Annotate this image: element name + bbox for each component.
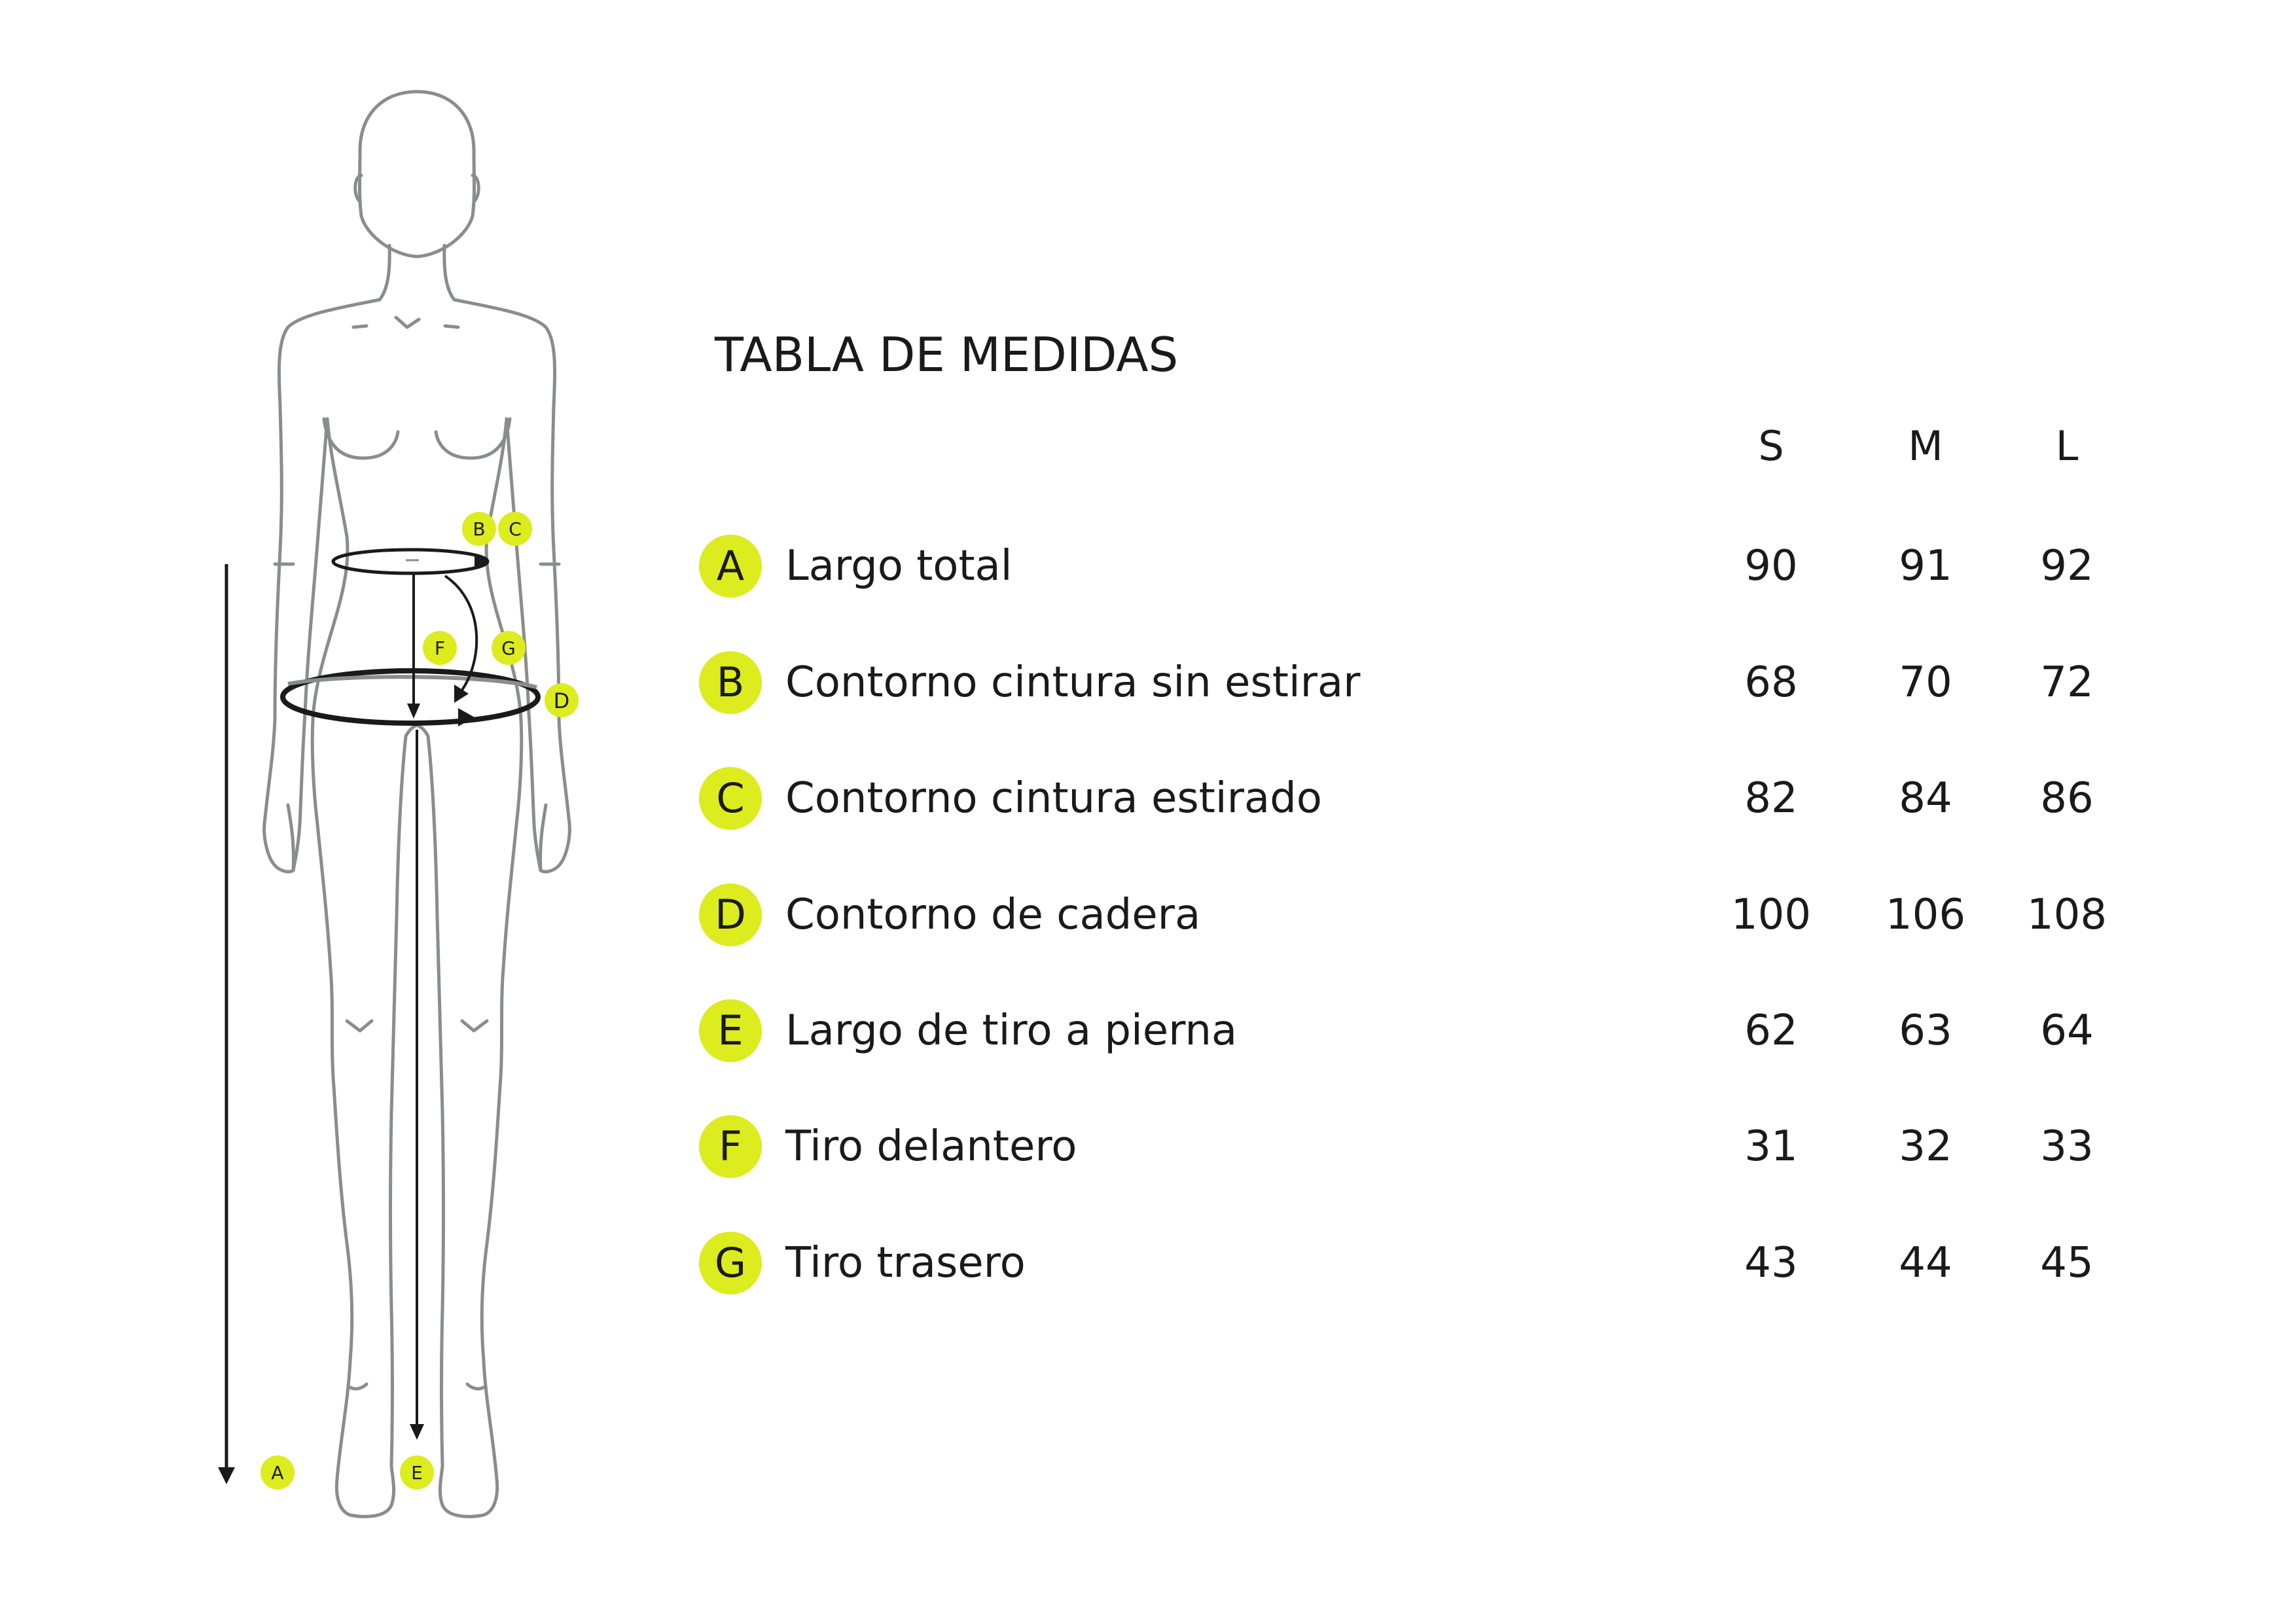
row-badge: D	[699, 883, 762, 946]
row-label: Largo total	[785, 542, 1013, 590]
value-s: 43	[1744, 1239, 1798, 1287]
row-badge: F	[699, 1115, 762, 1178]
value-m: 32	[1899, 1122, 1952, 1171]
svg-text:C: C	[509, 518, 522, 540]
value-m: 44	[1899, 1239, 1952, 1287]
row-label: Tiro delantero	[785, 1122, 1077, 1171]
value-l: 64	[2040, 1007, 2094, 1055]
row-badge: A	[699, 535, 762, 597]
value-s: 100	[1731, 891, 1812, 939]
value-l: 86	[2040, 774, 2094, 823]
row-badge: G	[699, 1232, 762, 1294]
svg-text:A: A	[271, 1462, 284, 1484]
value-m: 84	[1899, 774, 1952, 823]
value-s: 31	[1744, 1122, 1798, 1171]
value-l: 45	[2040, 1239, 2094, 1287]
value-l: 92	[2040, 542, 2094, 590]
svg-text:D: D	[553, 688, 570, 713]
svg-text:E: E	[411, 1462, 423, 1484]
value-s: 90	[1744, 542, 1798, 590]
row-label: Largo de tiro a pierna	[785, 1007, 1238, 1055]
value-s: 82	[1744, 774, 1798, 823]
marker-a	[260, 1455, 295, 1489]
marker-e	[400, 1455, 434, 1489]
table-title: TABLA DE MEDIDAS	[715, 327, 1179, 382]
table-row	[0, 535, 2296, 607]
row-badge: E	[699, 999, 762, 1062]
row-label: Tiro trasero	[785, 1239, 1026, 1287]
table-row	[0, 999, 2296, 1071]
table-row	[0, 767, 2296, 839]
value-m: 63	[1899, 1007, 1952, 1055]
row-label: Contorno de cadera	[785, 891, 1201, 939]
table-row	[0, 1232, 2296, 1304]
value-l: 108	[2026, 891, 2108, 939]
row-label: Contorno cintura estirado	[785, 774, 1322, 823]
value-s: 62	[1744, 1007, 1798, 1055]
row-badge: B	[699, 651, 762, 714]
table-row	[0, 883, 2296, 955]
size-header-s: S	[1758, 422, 1784, 470]
value-l: 72	[2040, 658, 2094, 707]
value-m: 106	[1885, 891, 1966, 939]
size-header-l: L	[2055, 422, 2079, 470]
value-l: 33	[2040, 1122, 2094, 1171]
row-label: Contorno cintura sin estirar	[785, 658, 1361, 707]
value-s: 68	[1744, 658, 1798, 707]
value-m: 70	[1899, 658, 1952, 707]
svg-text:F: F	[434, 637, 446, 659]
value-m: 91	[1899, 542, 1952, 590]
table-row	[0, 1115, 2296, 1187]
svg-text:B: B	[473, 518, 486, 540]
size-header-m: M	[1908, 422, 1943, 470]
row-badge: C	[699, 767, 762, 830]
table-row	[0, 651, 2296, 723]
svg-text:G: G	[501, 637, 516, 659]
